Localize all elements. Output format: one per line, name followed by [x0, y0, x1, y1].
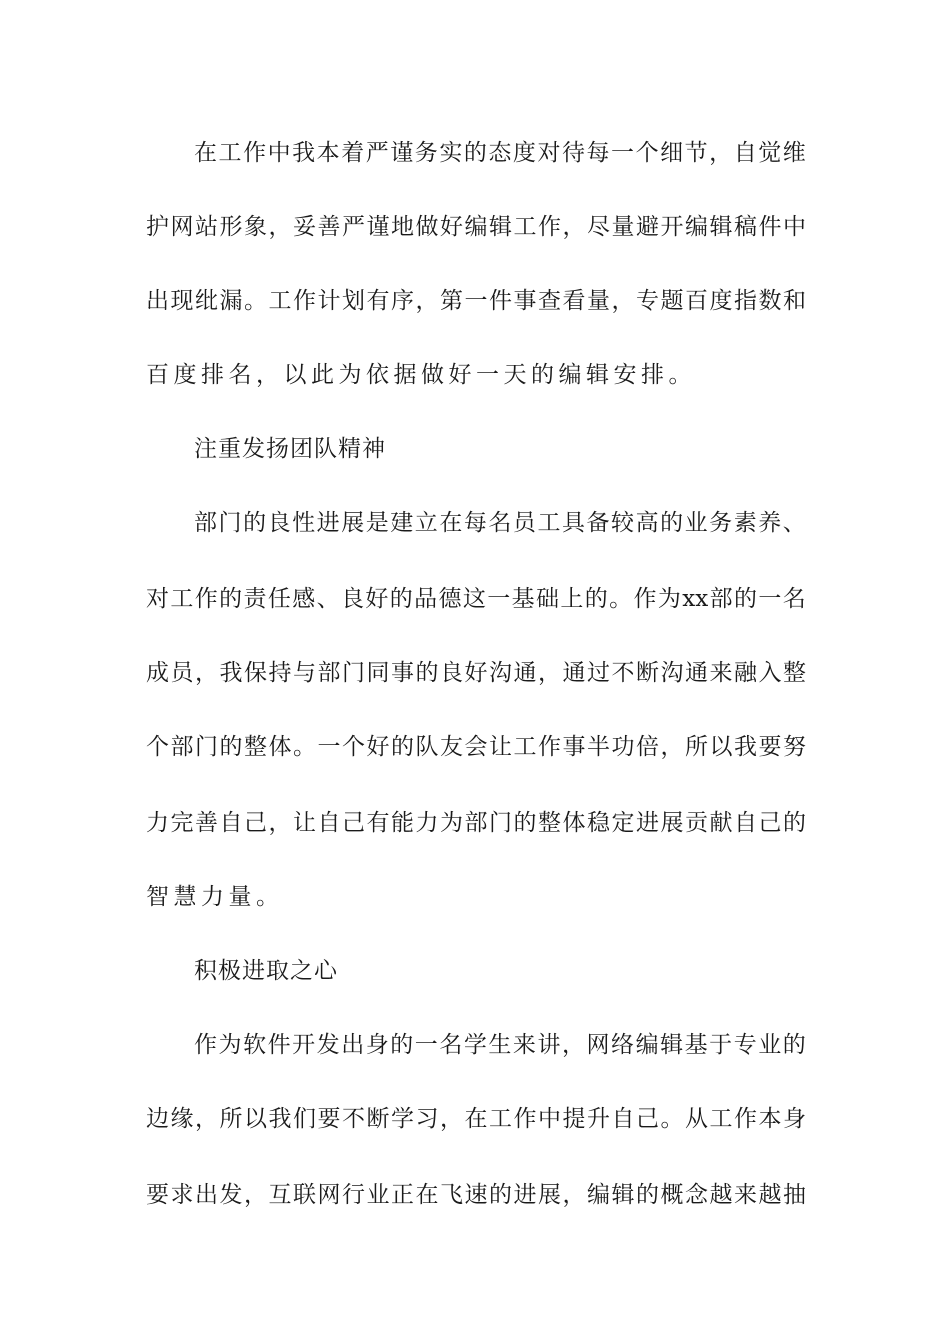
paragraph-1-line-2: 护 网 站 形 象 ， 妥 善 严 谨 地 做 好 编 辑 工 作 ， 尽 量 避 开 编 辑 稿 件 中 — [146, 214, 806, 240]
paragraph-1-line-4: 百度排名，以此为依据做好一天的编辑安排。 — [146, 362, 696, 388]
paragraph-1-line-3: 出 现 纰 漏 。 工 作 计 划 有 序 ， 第 一 件 事 查 看 量 ， 专 题 百 度 指 数 和 — [146, 288, 806, 314]
paragraph-1-line-1: 在 工 作 中 我 本 着 严 谨 务 实 的 态 度 对 待 每 一 个 细 节 ， 自 觉 维 — [194, 140, 806, 166]
paragraph-3-line-3: 要 求 出 发 ， 互 联 网 行 业 正 在 飞 速 的 进 展 ， 编 辑 的 概 念 越 来 越 抽 — [146, 1182, 806, 1208]
paragraph-2-line-5: 力 完 善 自 己 ， 让 自 己 有 能 力 为 部 门 的 整 体 稳 定 进 展 贡 献 自 己 的 — [146, 810, 806, 836]
paragraph-3-line-1: 作 为 软 件 开 发 出 身 的 一 名 学 生 来 讲 ， 网 络 编 辑 基 于 专 业 的 — [194, 1032, 806, 1058]
section-heading-team-spirit: 注重发扬团队精神 — [194, 436, 386, 462]
paragraph-2-line-1: 部 门 的 良 性 进 展 是 建 立 在 每 名 员 工 具 备 较 高 的 业 务 素 养 、 — [194, 510, 806, 536]
paragraph-2-line-2: 对 工 作 的 责 任 感 、 良 好 的 品 德 这 一 基 础 上 的 。 作 为 xx 部 的 一 名 — [146, 586, 806, 612]
paragraph-2-line-3: 成 员 ， 我 保 持 与 部 门 同 事 的 良 好 沟 通 ， 通 过 不 断 沟 通 来 融 入 整 — [146, 660, 806, 686]
paragraph-2-line-4: 个 部 门 的 整 体 。 一 个 好 的 队 友 会 让 工 作 事 半 功 倍 ， 所 以 我 要 努 — [146, 734, 806, 760]
paragraph-3-line-2: 边 缘 ， 所 以 我 们 要 不 断 学 习 ， 在 工 作 中 提 升 自 己 。 从 工 作 本 身 — [146, 1106, 806, 1132]
paragraph-2-line-6: 智慧力量。 — [146, 884, 284, 910]
section-heading-enterprising: 积极进取之心 — [194, 958, 338, 984]
